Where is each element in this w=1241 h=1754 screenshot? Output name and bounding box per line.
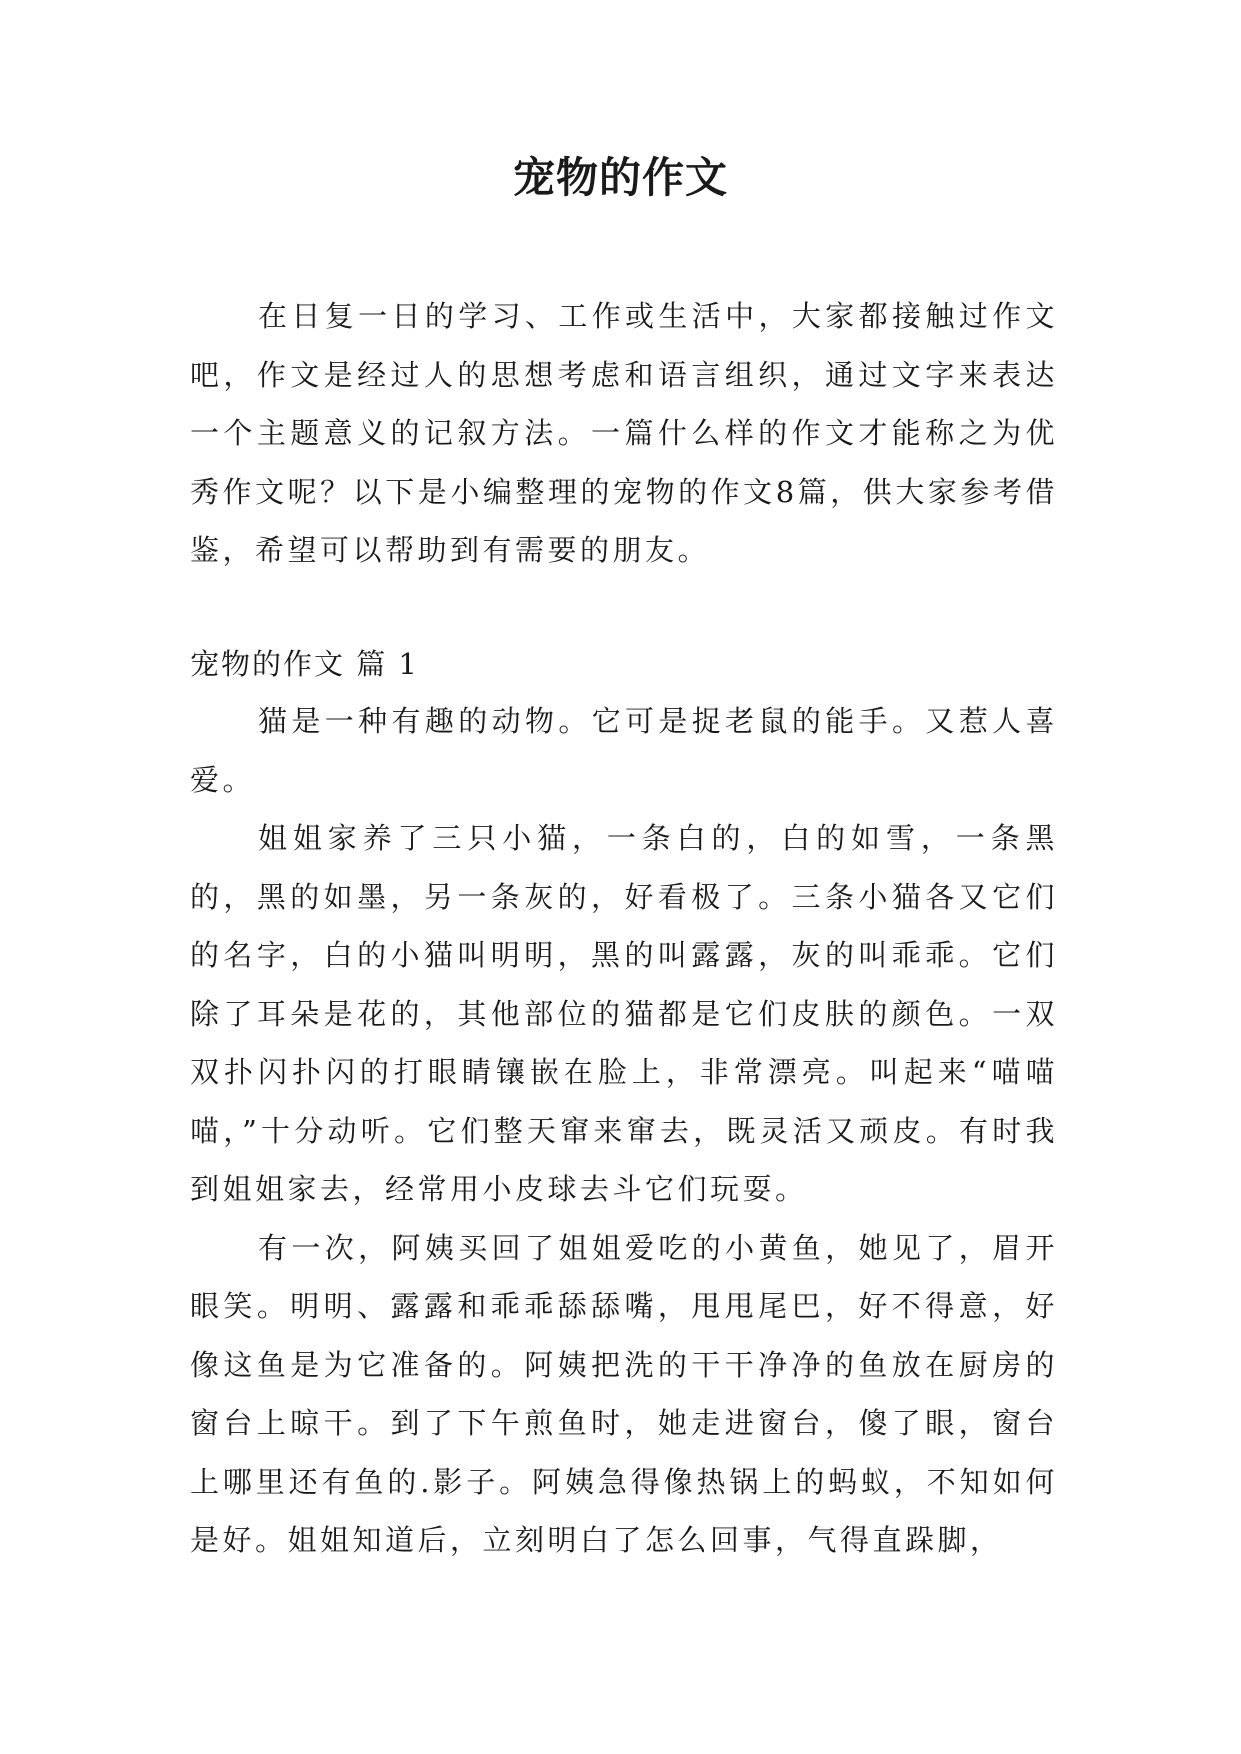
essay-paragraph: 姐姐家养了三只小猫，一条白的，白的如雪，一条黑的，黑的如墨，另一条灰的，好看极了。三条小猫各又它们的名字，白的小猫叫明明，黑的叫露露，灰的叫乖乖。它们除了耳朵是花的，其他部位的猫都是它们皮肤的颜色。一双双扑闪扑闪的打眼睛镶嵌在脸上，非常漂亮。叫起来“喵喵喵，”十分动听。它们整天窜来窜去，既灵活又顽皮。有时我到姐姐家去，经常用小皮球去斗它们玩耍。 xyxy=(190,821,1058,1206)
essay-body xyxy=(190,692,1058,1570)
essay-paragraph: 猫是一种有趣的动物。它可是捉老鼠的能手。又惹人喜爱。 xyxy=(190,704,1058,797)
essay-paragraph: 有一次，阿姨买回了姐姐爱吃的小黄鱼，她见了，眉开眼笑。明明、露露和乖乖舔舔嘴，甩甩尾巴，好不得意，好像这鱼是为它准备的。阿姨把洗的干干净净的鱼放在厨房的窗台上晾干。到了下午煎鱼时，她走进窗台，傻了眼，窗台上哪里还有鱼的.影子。阿姨急得像热锅上的蚂蚁，不知如何是好。姐姐知道后，立刻明白了怎么回事，气得直跺脚， xyxy=(190,1230,1058,1557)
document-title: 宠物的作文 xyxy=(512,153,728,202)
intro-paragraph: 在日复一日的学习、工作或生活中，大家都接触过作文吧，作文是经过人的思想考虑和语言组织，通过文字来表达一个主题意义的记叙方法。一篇什么样的作文才能称之为优秀作文呢？以下是小编整理的宠物的作文8篇，供大家参考借鉴，希望可以帮助到有需要的朋友。 xyxy=(190,299,1058,567)
section-heading: 宠物的作文 篇 1 xyxy=(190,647,419,681)
